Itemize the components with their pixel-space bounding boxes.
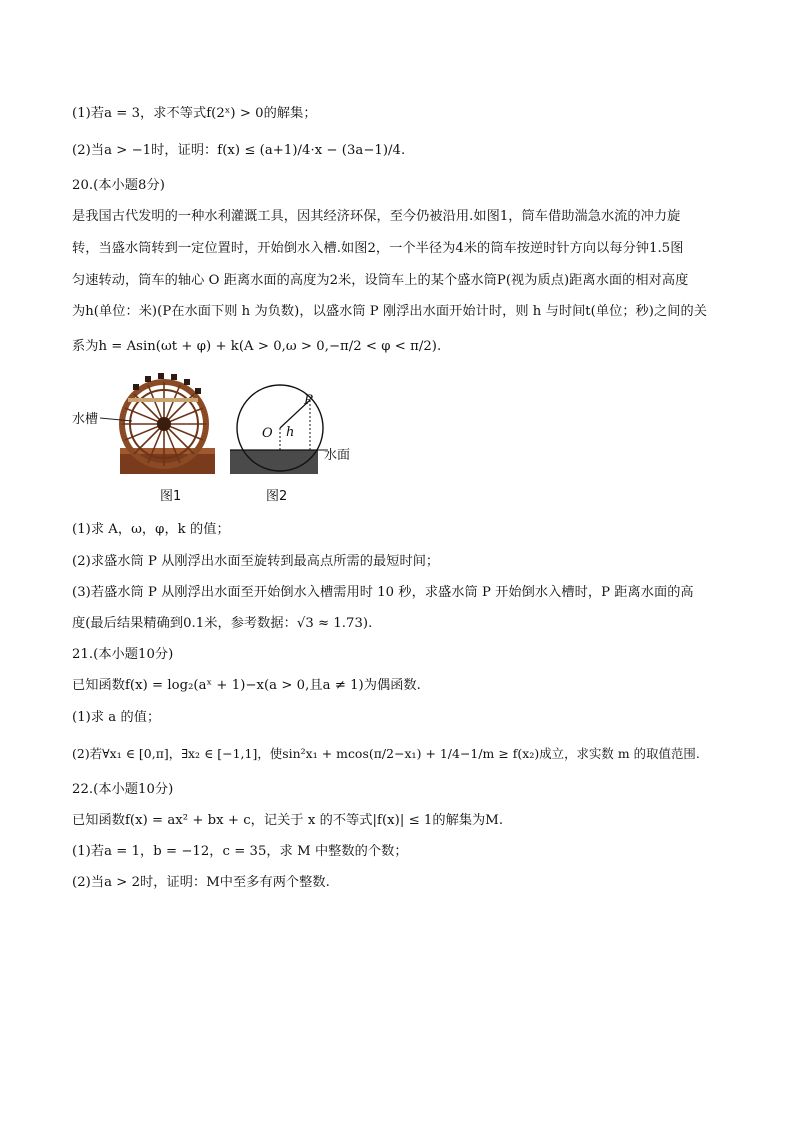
line-18: 已知函数f(x) = ax² + bx + c，记关于 x 的不等式|f(x)| ≤ 1的解集为M.	[72, 813, 504, 828]
label-trough: 水槽	[72, 412, 99, 427]
line-5: 转，当盛水筒转到一定位置时，开始倒水入槽.如图2，一个半径为4米的筒车按逆时针方向以每分钟1.5图	[72, 241, 684, 256]
line-20: (2)当a > 2时，证明：M中至多有两个整数.	[72, 875, 330, 890]
line-19: (1)若a = 1，b = −12，c = 35，求 M 中整数的个数；	[72, 844, 408, 859]
line-9: (1)求 A，ω，φ，k 的值；	[72, 522, 230, 537]
label-water: 水面	[324, 448, 351, 463]
line-6: 匀速转动，筒车的轴心 O 距离水面的高度为2米，设筒车上的某个盛水筒P(视为质点)距离水面的相对高度	[72, 273, 689, 288]
label-O: O	[262, 426, 273, 441]
line-16: (2)若∀x₁ ∈ [0,π]，∃x₂ ∈ [−1,1]，使sin²x₁ + mcos(π/2−x₁) + 1/4−1/m ≥ f(x₂)成立，求实数 m 的取值范围.	[72, 746, 700, 761]
line-2: (2)当a > −1时，证明：f(x) ≤ (a+1)/4·x − (3a−1)/4.	[72, 143, 406, 158]
line-8: 系为h = Asin(ωt + φ) + k(A > 0,ω > 0,−π/2 < φ < π/2).	[72, 339, 442, 354]
line-17: 22.(本小题10分)	[72, 782, 174, 797]
line-14: 已知函数f(x) = log₂(aˣ + 1)−x(a > 0,且a ≠ 1)为偶函数.	[72, 678, 421, 693]
line-3: 20.(本小题8分)	[72, 178, 165, 193]
caption-figure-1: 图1	[160, 489, 182, 504]
line-4: 是我国古代发明的一种水利灌溉工具，因其经济环保，至今仍被沿用.如图1，筒车借助湍急水流的冲力旋	[72, 209, 681, 224]
line-12: 度(最后结果精确到0.1米，参考数据：√3 ≈ 1.73).	[72, 616, 373, 631]
line-15: (1)求 a 的值；	[72, 710, 161, 725]
line-10: (2)求盛水筒 P 从刚浮出水面至旋转到最高点所需的最短时间；	[72, 554, 440, 569]
line-1: (1)若a = 3，求不等式f(2ˣ) > 0的解集；	[72, 106, 317, 121]
figure	[70, 368, 370, 508]
caption-figure-2: 图2	[266, 489, 288, 504]
line-11: (3)若盛水筒 P 从刚浮出水面至开始倒水入槽需用时 10 秒，求盛水筒 P 开始倒水入槽时，P 距离水面的高	[72, 585, 694, 600]
label-P: P	[304, 393, 313, 408]
label-h: h	[286, 425, 295, 440]
waterwheel-photo	[70, 368, 370, 508]
line-13: 21.(本小题10分)	[72, 647, 174, 662]
line-7: 为h(单位：米)(P在水面下则 h 为负数)，以盛水筒 P 刚浮出水面开始计时，则 h 与时间t(单位；秒)之间的关	[72, 304, 707, 319]
